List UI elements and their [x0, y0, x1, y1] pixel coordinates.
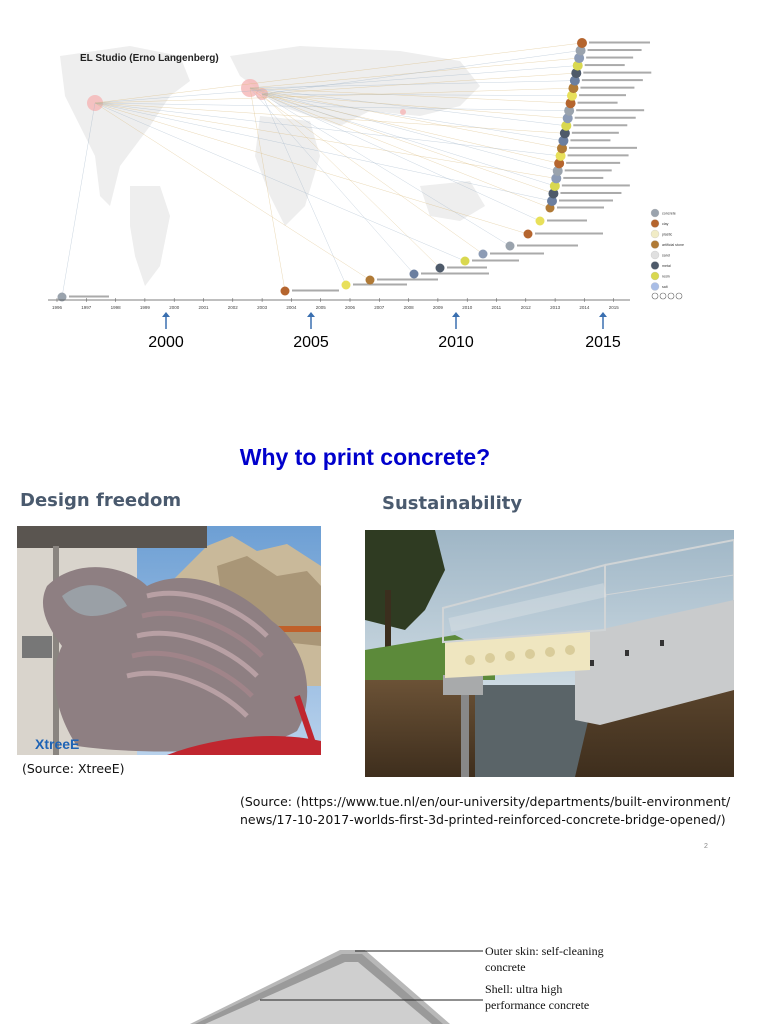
legend	[651, 209, 684, 291]
source-line-2: news/17-10-2017-worlds-first-3d-printed-reinforced-concrete-bridge-opened/)	[240, 812, 726, 827]
year-tick-label: 2009	[432, 305, 443, 310]
year-tick-label: 2015	[608, 305, 619, 310]
year-tick-label: 2010	[462, 305, 473, 310]
timeline-event-node	[366, 276, 375, 285]
timeline-event-node	[536, 217, 545, 226]
year-tick-label: 2011	[491, 305, 502, 310]
timeline-event-node	[461, 257, 470, 266]
up-arrow-icon	[598, 312, 608, 330]
annotation-line: concrete	[485, 960, 526, 974]
legend-label: clay	[662, 222, 669, 226]
legend-swatch	[651, 283, 659, 291]
timeline-title: EL Studio (Erno Langenberg)	[80, 53, 219, 64]
year-tick-label: 2014	[579, 305, 590, 310]
legend-swatch	[651, 272, 659, 280]
timeline-event-node	[577, 38, 587, 48]
origin-node-asia	[400, 109, 406, 115]
legend-swatch	[651, 230, 659, 238]
legend-label: concrete	[662, 211, 676, 216]
year-tick-label: 2006	[345, 305, 356, 310]
timeline-event-node	[410, 270, 419, 279]
up-arrow-icon	[161, 312, 171, 330]
legend-swatch	[651, 209, 659, 217]
timeline-chart	[40, 36, 740, 316]
source-line-1: (Source: (https://www.tue.nl/en/our-university/departments/built-environment/	[240, 794, 731, 809]
legend-swatch	[651, 251, 659, 259]
legend-label: metal	[662, 264, 671, 268]
year-tick-label: 2001	[198, 305, 209, 310]
timeline-event-node	[524, 230, 533, 239]
source-caption-tue	[240, 793, 740, 829]
annotation-shell	[485, 981, 589, 1013]
year-tick-label: 2012	[520, 305, 531, 310]
legend-label: plastic	[662, 232, 673, 237]
legend-label: artificial stone	[662, 243, 684, 247]
annotation-line: performance concrete	[485, 998, 590, 1012]
year-tick-label: 2002	[227, 305, 238, 310]
page-number: 2	[704, 843, 708, 850]
year-tick-label: 1999	[139, 305, 150, 310]
milestone-2010	[416, 312, 496, 352]
year-tick-label: 1998	[110, 305, 121, 310]
annotation-line: Outer skin: self-cleaning	[485, 944, 604, 958]
legend-swatch	[651, 262, 659, 270]
timeline-event-node	[342, 281, 351, 290]
year-tick-label: 2004	[286, 305, 297, 310]
timeline-event-node	[436, 264, 445, 273]
source-caption-xtreee: (Source: XtreeE)	[22, 761, 125, 776]
annotation-outer-skin	[485, 943, 604, 975]
printed-bridge-photo	[365, 530, 734, 777]
legend-swatch	[651, 241, 659, 249]
year-tick-label: 2013	[550, 305, 561, 310]
legend-label: sand	[662, 253, 670, 258]
legend-label: resin	[662, 274, 670, 279]
milestone-2000	[126, 312, 206, 352]
heading-sustainability: Sustainability	[382, 493, 523, 514]
year-tick-label: 2005	[315, 305, 326, 310]
up-arrow-icon	[306, 312, 316, 330]
up-arrow-icon	[451, 312, 461, 330]
heading-design-freedom: Design freedom	[20, 490, 182, 511]
milestone-2005	[271, 312, 351, 352]
xtreee-printed-sculpture-photo	[17, 526, 321, 755]
legend-swatch	[651, 220, 659, 228]
xtreee-logo: XtreeE	[35, 736, 80, 752]
year-tick-label: 2007	[374, 305, 385, 310]
slide-title: Why to print concrete?	[239, 444, 491, 470]
timeline-event-node	[479, 250, 488, 259]
milestone-2015	[563, 312, 643, 352]
world-map	[60, 46, 485, 286]
timeline-figure	[40, 36, 740, 316]
license-badges	[652, 293, 682, 299]
milestone-year: 2000	[148, 334, 184, 351]
legend-label: salt	[662, 285, 668, 289]
year-tick-label: 2008	[403, 305, 414, 310]
milestone-year: 2010	[438, 334, 474, 351]
annotation-line: Shell: ultra high	[485, 982, 563, 996]
milestone-year: 2005	[293, 334, 329, 351]
year-tick-label: 2000	[169, 305, 180, 310]
year-tick-label: 1997	[81, 305, 92, 310]
timeline-event-node	[281, 287, 290, 296]
milestone-year: 2015	[585, 334, 621, 351]
year-tick-label: 1996	[52, 305, 63, 310]
year-tick-label: 2003	[257, 305, 268, 310]
timeline-event-node	[506, 242, 515, 251]
